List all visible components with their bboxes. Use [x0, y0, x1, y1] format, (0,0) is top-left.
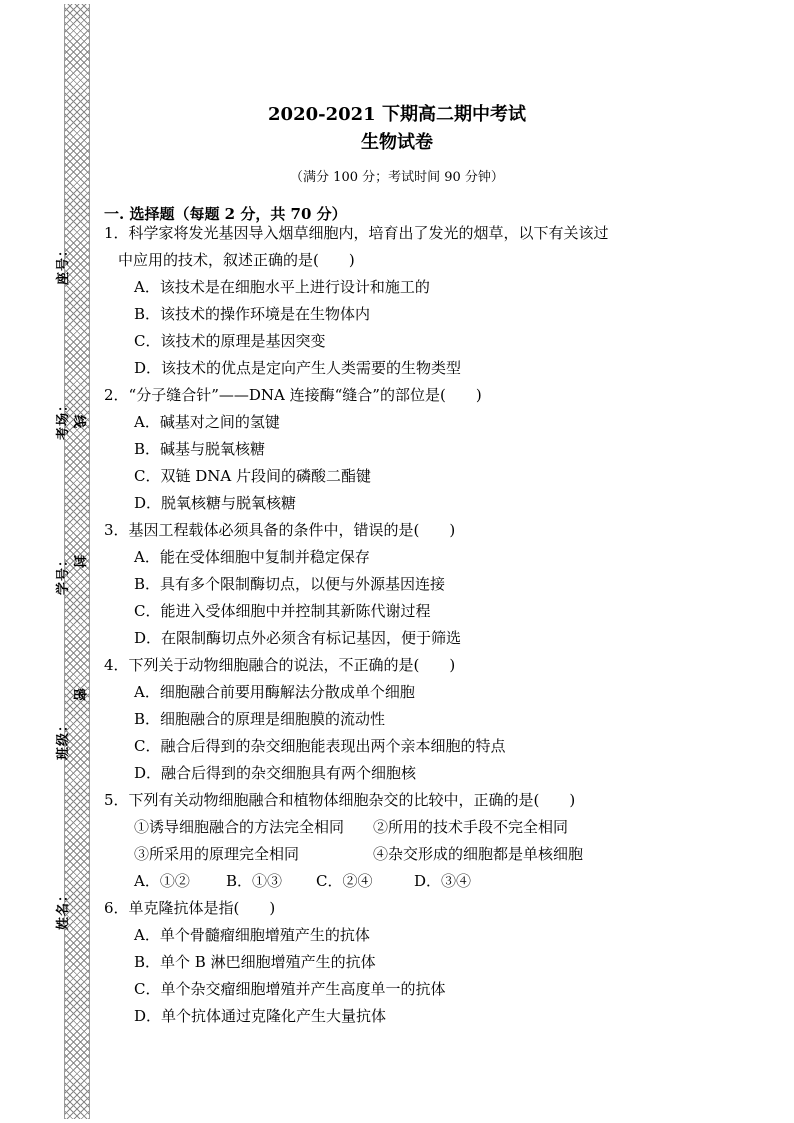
- question-5-option-b: B．①③: [226, 872, 283, 890]
- question-1-stem: 1．科学家将发光基因导入烟草细胞内，培育出了发光的烟草，以下有关该过: [104, 224, 609, 242]
- question-3-option-d: D．在限制酶切点外必须含有标记基因，便于筛选: [134, 629, 462, 647]
- question-2-option-b: B．碱基与脱氧核糖: [134, 440, 266, 458]
- exam-info: （满分 100 分；考试时间 90 分钟）: [290, 170, 504, 185]
- question-1-option-c: C．该技术的原理是基因突变: [134, 332, 326, 350]
- question-2-stem: 2．“分子缝合针”——DNA 连接酶“缝合”的部位是( ): [104, 386, 482, 404]
- exam-room-label: 考场：: [56, 397, 71, 440]
- question-5-statement-2: ②所用的技术手段不完全相同: [373, 818, 569, 836]
- question-1-stem-cont: 中应用的技术，叙述正确的是( ): [118, 251, 355, 269]
- question-5-statement-1: ①诱导细胞融合的方法完全相同: [134, 818, 345, 836]
- question-4-option-c: C．融合后得到的杂交细胞能表现出两个亲本细胞的特点: [134, 737, 506, 755]
- student-id-label: 学号：: [56, 552, 71, 595]
- class-label: 班级：: [56, 717, 71, 760]
- question-5-option-a: A．①②: [134, 872, 190, 890]
- question-5-option-d: D．③④: [414, 872, 472, 890]
- question-6-option-c: C．单个杂交瘤细胞增殖并产生高度单一的抗体: [134, 980, 446, 998]
- exam-subject: 生物试卷: [361, 132, 433, 153]
- question-6-option-b: B．单个 B 淋巴细胞增殖产生的抗体: [134, 953, 376, 971]
- question-1-option-b: B．该技术的操作环境是在生物体内: [134, 305, 371, 323]
- cut-mark-line: 线: [71, 415, 86, 429]
- question-1-option-a: A．该技术是在细胞水平上进行设计和施工的: [134, 278, 430, 296]
- question-3-option-c: C．能进入受体细胞中并控制其新陈代谢过程: [134, 602, 431, 620]
- name-label: 姓名：: [56, 887, 71, 930]
- section-heading: 一. 选择题（每题 2 分，共 70 分）: [104, 205, 347, 223]
- question-4-stem: 4．下列关于动物细胞融合的说法，不正确的是( ): [104, 656, 456, 674]
- seat-number-label: 座号：: [56, 242, 71, 285]
- question-3-option-b: B．具有多个限制酶切点，以便与外源基因连接: [134, 575, 446, 593]
- exam-title: 2020-2021 下期高二期中考试: [268, 104, 526, 125]
- question-2-option-d: D．脱氧核糖与脱氧核糖: [134, 494, 297, 512]
- question-5-statement-4: ④杂交形成的细胞都是单核细胞: [373, 845, 584, 863]
- question-2-option-c: C．双链 DNA 片段间的磷酸二酯键: [134, 467, 371, 485]
- question-5-statement-3: ③所采用的原理完全相同: [134, 845, 300, 863]
- cut-mark-secret: 密: [71, 688, 86, 702]
- question-3-stem: 3．基因工程载体必须具备的条件中，错误的是( ): [104, 521, 456, 539]
- question-4-option-d: D．融合后得到的杂交细胞具有两个细胞核: [134, 764, 417, 782]
- question-6-option-d: D．单个抗体通过克隆化产生大量抗体: [134, 1007, 387, 1025]
- question-4-option-a: A．细胞融合前要用酶解法分散成单个细胞: [134, 683, 415, 701]
- question-3-option-a: A．能在受体细胞中复制并稳定保存: [134, 548, 370, 566]
- question-2-option-a: A．碱基对之间的氢键: [134, 413, 280, 431]
- question-6-option-a: A．单个骨髓瘤细胞增殖产生的抗体: [134, 926, 370, 944]
- question-1-option-d: D．该技术的优点是定向产生人类需要的生物类型: [134, 359, 462, 377]
- cut-mark-seal: 封: [71, 555, 86, 569]
- question-6-stem: 6．单克隆抗体是指( ): [104, 899, 276, 917]
- question-5-stem: 5．下列有关动物细胞融合和植物体细胞杂交的比较中，正确的是( ): [104, 791, 576, 809]
- question-5-option-c: C．②④: [316, 872, 373, 890]
- question-4-option-b: B．细胞融合的原理是细胞膜的流动性: [134, 710, 386, 728]
